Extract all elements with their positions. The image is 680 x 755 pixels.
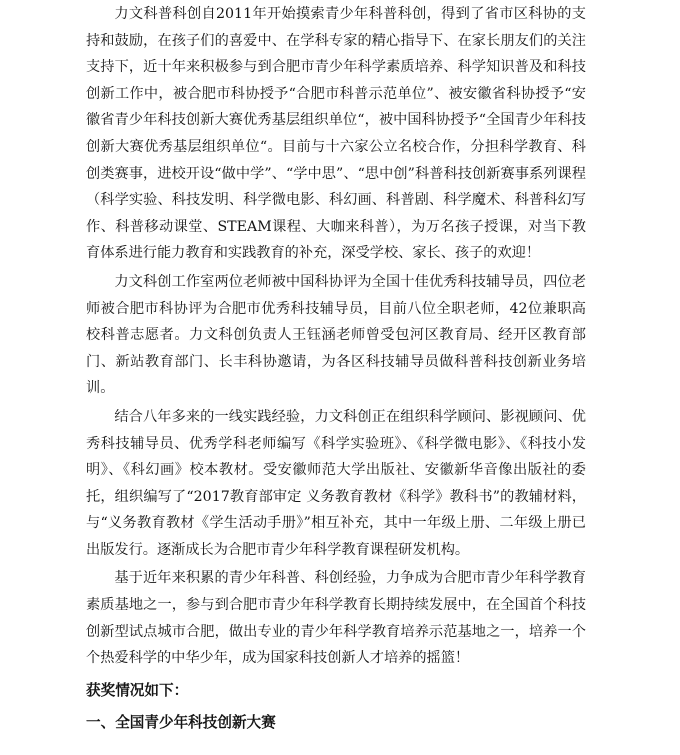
staff-paragraph: 力文科创工作室两位老师被中国科协评为全国十佳优秀科技辅导员，四位老师被合肥市科协评为合肥市优秀科技辅导员，目前八位全职老师，42位兼职高校科普志愿者。力文科创负责人王钰涵老师曾受包河区教育局、经开区教育部门、新站教育部门、长丰科协邀请，为各区科技辅导员做科普科技创新业务培训。 [86, 273, 586, 397]
intro-paragraph: 力文科普科创自2011年开始摸索青少年科普科创，得到了省市区科协的支持和鼓励，在孩子们的喜爱中、在学科专家的精心指导下、在家长朋友们的关注支持下，近十年来积极参与到合肥市青少年科学素质培养、科学知识普及和科技创新工作中，被合肥市科协授予“合肥市科普示范单位”、被安徽省科协授予“安徽省青少年科技创新大赛优秀基层组织单位“，被中国科协授予“全国青少年科技创新大赛优秀基层组织单位“。目前与十六家公立名校合作，分担科学教育、科创类赛事，进校开设“做中学”、“学中思”、“思中创”科普科技创新赛事系列课程（科学实验、科技发明、科学微电影、科幻画、科普剧、科学魔术、科普科幻写作、科普移动课堂、STEAM课程、大咖来科普），为万名孩子授课，对当下教育体系进行能力教育和实践教育的补充，深受学校、家长、孩子的欢迎！ [86, 6, 586, 262]
section-heading: 一、全国青少年科技创新大赛 [86, 713, 276, 731]
document-page [86, 0, 586, 738]
goal-paragraph: 基于近年来积累的青少年科普、科创经验，力争成为合肥市青少年科学教育素质基地之一，参与到合肥市青少年科学教育长期持续发展中，在全国首个科技创新型试点城市合肥，做出专业的青少年科学教育培养示范基地之一，培养一个个热爱科学的中华少年，成为国家科技创新人才培养的摇篮！ [86, 570, 586, 667]
textbook-paragraph: 结合八年多来的一线实践经验，力文科创正在组织科学顾问、影视顾问、优秀科技辅导员、优秀学科老师编写《科学实验班》、《科学微电影》、《科技小发明》、《科幻画》校本教材。受安徽师范大学出版社、安徽新华音像出版社的委托，组织编写了“2017教育部审定 义务教育教材《科学》教科书”的教辅材料，与“义务教育教材《学生活动手册》”相互补充，其中一年级上册、二年级上册已出版发行。逐渐成长为合肥市青少年科学教育课程研发机构。 [86, 408, 586, 558]
awards-heading: 获奖情况如下： [86, 681, 189, 699]
